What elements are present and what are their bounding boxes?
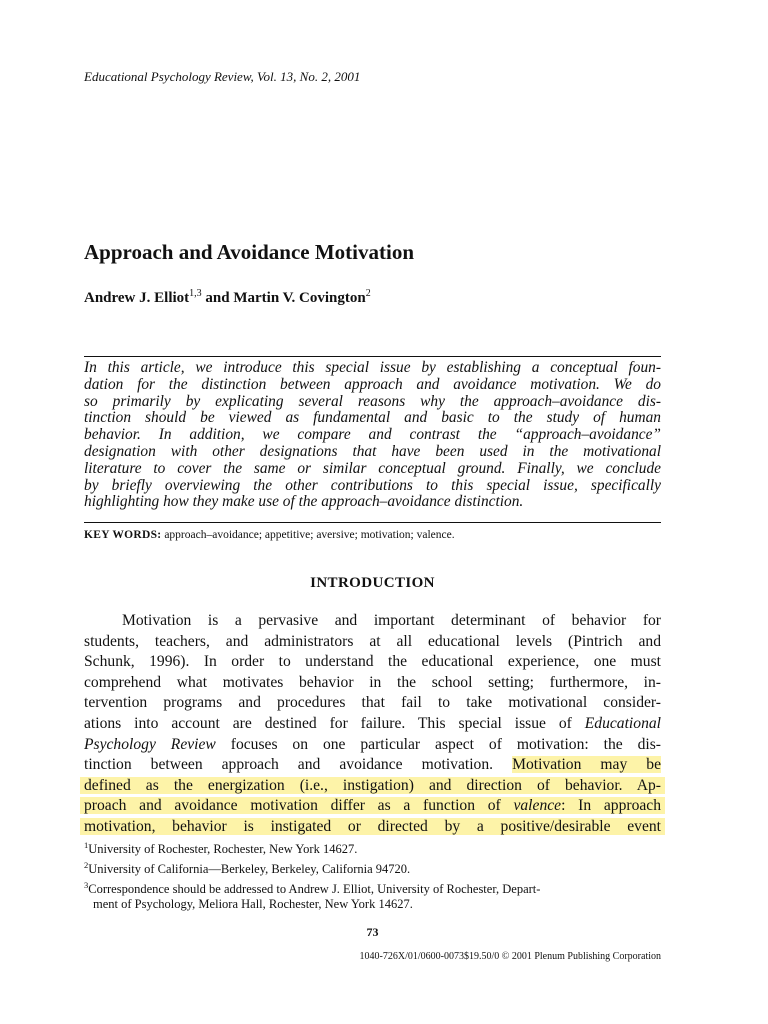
- author-line: [84, 288, 371, 307]
- keywords-list: approach–avoidance; appetitive; aversive; motivation; valence.: [161, 529, 455, 541]
- body-text-span: : In approach: [561, 797, 662, 815]
- body-line: students, teachers, and administrators at all educational levels (Pintrich and: [84, 632, 661, 650]
- body-line: [84, 755, 661, 776]
- body-line: [84, 735, 661, 756]
- emphasis-italic: valence: [513, 797, 562, 815]
- body-paragraph: [84, 611, 661, 838]
- highlighted-text: Motivation may be: [512, 756, 661, 774]
- footnote-marker: 3: [84, 879, 89, 890]
- author-name: Martin V. Covington: [233, 290, 366, 306]
- affiliation-marker: 1,3: [189, 288, 202, 299]
- keywords-label: KEY WORDS:: [84, 529, 162, 541]
- footnote-marker: 2: [84, 859, 89, 870]
- journal-name-italic: Psychology Review: [84, 735, 216, 753]
- author-conjunction: and: [201, 290, 234, 306]
- abstract-line: highlighting how they make use of the approach–avoidance distinction.: [84, 493, 524, 511]
- footnotes: [84, 838, 661, 913]
- author-name: Andrew J. Elliot: [84, 290, 190, 306]
- article-title: Approach and Avoidance Motivation: [84, 240, 415, 264]
- abstract-top-rule: [84, 356, 661, 357]
- abstract-line: by briefly overviewing the other contributions to this special issue, specifically: [84, 476, 661, 494]
- footnote-marker: 1: [84, 840, 89, 850]
- footnote: [84, 838, 661, 858]
- abstract-bottom-rule: [84, 522, 661, 523]
- body-line: Motivation is a pervasive and important determinant of behavior for: [122, 612, 661, 629]
- section-heading: INTRODUCTION: [310, 575, 435, 591]
- footnote-text: University of Rochester, Rochester, New York 14627.: [88, 842, 358, 857]
- body-line: [84, 714, 661, 735]
- journal-name-italic: Educational: [584, 714, 661, 732]
- abstract-line: so primarily by explicating several reasons why the approach–avoidance dis-: [84, 392, 661, 410]
- body-line: [84, 796, 661, 817]
- abstract: [84, 360, 661, 511]
- body-text-span: ations into account are destined for failure. This special issue of: [84, 714, 585, 732]
- affiliation-marker: 2: [365, 288, 371, 299]
- body-text-span: proach and avoidance motivation differ as a function of: [84, 797, 514, 815]
- abstract-line: designation with other designations that have been used in the motivational: [84, 442, 661, 460]
- highlighted-text: motivation, behavior is instigated or directed by a positive/desirable event: [80, 818, 665, 835]
- journal-citation: Educational Psychology Review, Vol. 13, No. 2, 2001: [84, 69, 361, 84]
- abstract-line: In this article, we introduce this special issue by establishing a conceptual foun-: [84, 359, 661, 376]
- body-line: [84, 776, 661, 797]
- footnote: [84, 878, 661, 898]
- body-line: Schunk, 1996). In order to understand the educational experience, one must: [84, 653, 661, 671]
- page-number: 73: [366, 925, 379, 939]
- body-text-span: focuses on one particular aspect of motivation: the dis-: [215, 735, 661, 753]
- abstract-line: literature to cover the same or similar conceptual ground. Finally, we conclude: [84, 459, 661, 477]
- body-text-span: tinction between approach and avoidance motivation.: [84, 756, 513, 774]
- body-line: [84, 817, 661, 838]
- body-line: tervention programs and procedures that fail to take motivational consider-: [84, 694, 661, 712]
- footnote-continuation: ment of Psychology, Meliora Hall, Rochester, New York 14627.: [93, 897, 413, 912]
- abstract-line: dation for the distinction between approach and avoidance motivation. We do: [84, 375, 661, 393]
- footnote: [84, 858, 661, 878]
- journal-page: [84, 0, 661, 1024]
- abstract-line: tinction should be viewed as fundamental and basic to the study of human: [84, 409, 661, 427]
- keywords: [84, 529, 455, 541]
- abstract-line: behavior. In addition, we compare and contrast the “approach–avoidance”: [84, 426, 661, 444]
- footnote-text: Correspondence should be addressed to Andrew J. Elliot, University of Rochester, Depart-: [88, 881, 541, 896]
- highlighted-text: [80, 797, 665, 814]
- footnote-text: University of California—Berkeley, Berkeley, California 94720.: [88, 861, 411, 876]
- copyright-line: 1040-726X/01/0600-0073$19.50/0 © 2001 Plenum Publishing Corporation: [359, 951, 661, 962]
- highlighted-text: defined as the energization (i.e., instigation) and direction of behavior. Ap-: [80, 777, 665, 794]
- body-line: comprehend what motivates behavior in the school setting; furthermore, in-: [84, 673, 661, 691]
